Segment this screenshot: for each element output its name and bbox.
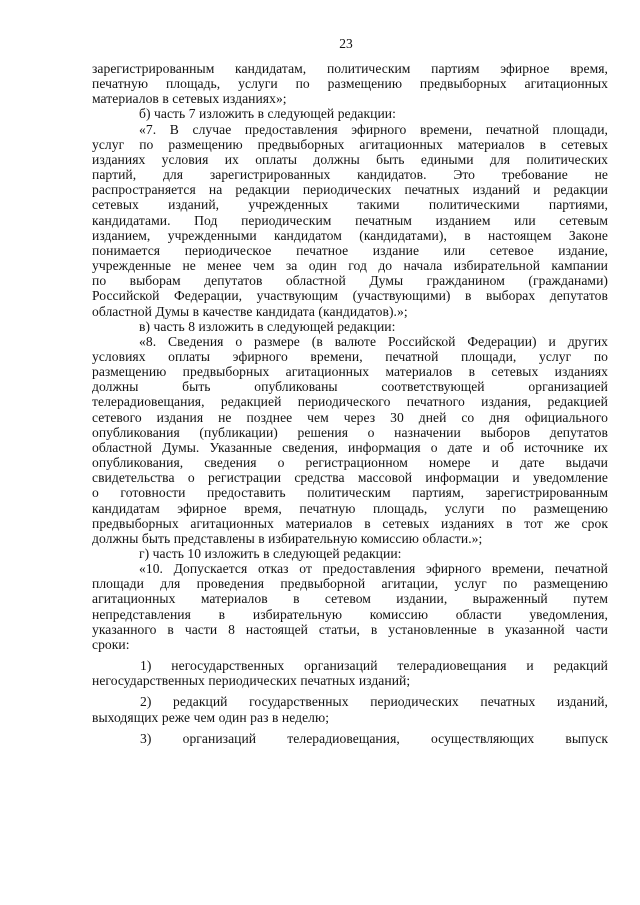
text-line: услуг по размещению предвыборных агитационных материалов в сетевых <box>92 136 608 152</box>
text-line: зарегистрированным кандидатам, политическим партиям эфирное время, <box>92 61 608 76</box>
text-line: негосударственных периодических печатных изданий; <box>92 673 411 689</box>
text-line: должны быть опубликованы соответствующей организацией <box>92 379 608 395</box>
text-line: изданиях условия их оплаты должны быть едиными для политических <box>92 151 608 167</box>
text-line: непредставления в избирательную комиссию области уведомления, <box>92 606 608 622</box>
text-line: площади для проведения предвыборной агитации, услуг по размещению <box>92 576 608 592</box>
text-line: опубликования, сведения о регистрационном номере и дате выдачи <box>92 455 608 471</box>
text-line: размещению предвыборных агитационных материалов в сетевых изданиях <box>92 364 608 380</box>
text-line: областной Думы. Указанные сведения, информация о дате и об источнике их <box>92 439 608 455</box>
text-line: «8. Сведения о размере (в валюте Российской Федерации) и других <box>139 333 608 349</box>
text-line: г) часть 10 изложить в следующей редакции: <box>139 546 402 561</box>
text-line: по выборам депутатов областной Думы гражданином (гражданами) <box>92 273 608 289</box>
text-line: Российской Федерации, участвующим (участвующими) в выборах депутатов <box>92 288 608 304</box>
text-line: понимается периодическое печатное издание или сетевое издание, <box>92 242 608 258</box>
text-line: кандидатами. Под периодическим печатным изданием или сетевым <box>92 212 608 228</box>
text-line: распространяется на редакции периодических печатных изданий и редакции <box>92 182 608 198</box>
text-line: сетевых изданий, учрежденных такими политическими партиями, <box>92 197 608 213</box>
text-line: кандидатам эфирное время, печатную площадь, услуги по размещению <box>92 500 608 516</box>
text-line: печатную площадь, услуги по размещению предвыборных агитационных <box>92 76 608 92</box>
text-line: б) часть 7 изложить в следующей редакции: <box>139 106 396 122</box>
text-line: опубликования (публикации) решения о назначении выборов депутатов <box>92 424 608 440</box>
text-line: указанного в части 8 настоящей статьи, в установленные в указанной части <box>92 621 608 637</box>
text-line: учрежденные не менее чем за один год до начала избирательной кампании <box>92 258 608 274</box>
text-line: партий, для зарегистрированных кандидатов. Это требование не <box>92 167 608 183</box>
document-body <box>92 61 608 746</box>
text-line: 1) негосударственных организаций телерадиовещания и редакций <box>140 658 608 674</box>
text-line: предвыборных агитационных материалов в сетевых изданиях в тот же срок <box>92 515 608 531</box>
text-line: 2) редакций государственных периодических печатных изданий, <box>140 694 608 710</box>
text-line: в) часть 8 изложить в следующей редакции: <box>139 318 396 334</box>
text-line: «7. В случае предоставления эфирного времени, печатной площади, <box>139 121 608 137</box>
text-line: свидетельства о регистрации средства массовой информации и уведомление <box>92 470 608 486</box>
page-number: 23 <box>339 36 353 51</box>
text-line: о готовности предоставить политическим партиям, зарегистрированным <box>92 485 608 501</box>
text-line: сроки: <box>92 636 130 652</box>
text-line: 3) организаций телерадиовещания, осуществляющих выпуск <box>140 730 608 746</box>
text-line: выходящих реже чем один раз в неделю; <box>92 709 330 725</box>
text-line: областной Думы в качестве кандидата (кандидатов).»; <box>92 303 408 319</box>
text-line: условиях оплаты эфирного времени, печатной площади, услуг по <box>92 348 608 364</box>
text-line: материалов в сетевых изданиях»; <box>92 91 287 107</box>
text-line: «10. Допускается отказ от предоставления эфирного времени, печатной <box>139 561 608 577</box>
text-line: сетевого издания не позднее чем через 30 дней со дня официального <box>92 409 608 425</box>
text-line: телерадиовещания, редакцией периодического печатного издания, редакцией <box>92 394 608 410</box>
text-line: изданием, учрежденными кандидатом (кандидатами), в настоящем Законе <box>92 227 608 243</box>
text-line: должны быть представлены в избирательную комиссию области.»; <box>92 530 483 546</box>
text-line: агитационных материалов в сетевом издании, выраженный путем <box>92 591 608 607</box>
